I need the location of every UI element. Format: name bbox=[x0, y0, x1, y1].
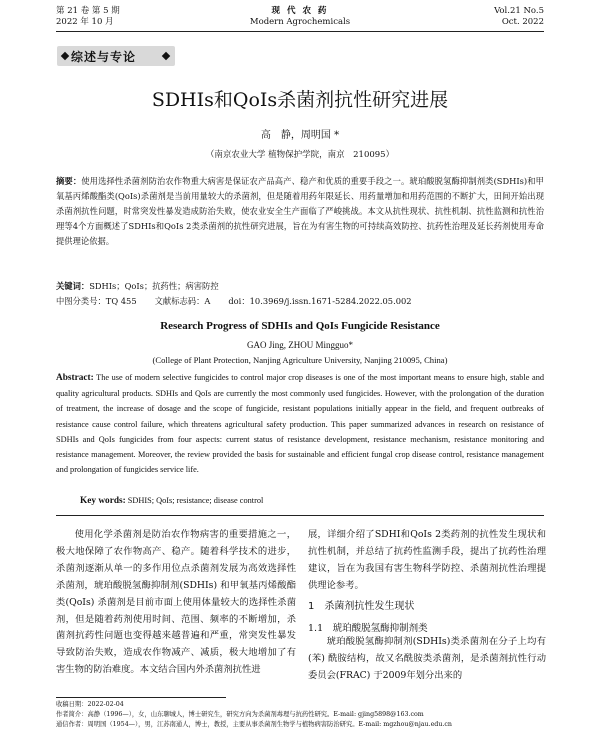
english-keywords-label: Key words: bbox=[80, 496, 126, 506]
classification-line bbox=[56, 294, 544, 309]
journal-name-cn: 现 代 农 药 bbox=[271, 6, 329, 16]
keywords-cn-text: SDHIs；QoIs；抗药性；病害防控 bbox=[89, 281, 219, 291]
diamond-bullet-icon bbox=[61, 52, 69, 60]
journal-name-en: Modern Agrochemicals bbox=[249, 17, 351, 27]
abstract-end-rule bbox=[56, 515, 544, 516]
abstract-cn bbox=[56, 174, 544, 249]
footnote-rule bbox=[56, 697, 226, 698]
document-code: 文献标志码：A bbox=[154, 296, 211, 306]
section-tag bbox=[57, 46, 175, 66]
footnote-corresponding: 通信作者：周明国（1954—），男，江苏南通人，博士，教授，主要从事杀菌剂生物学与植物病害防治研究。E-mail: mgzhou@njau.edu.cn bbox=[56, 721, 452, 728]
diamond-bullet-icon bbox=[162, 52, 170, 60]
footnote-author-info: 作者简介：高静（1996—），女，山东聊城人，博士研究生，研究方向为杀菌剂毒理与抗药性研究。E-mail: gjing5898@163.com bbox=[56, 711, 424, 718]
footnote-received: 收稿日期：2022-02-04 bbox=[56, 701, 124, 708]
paper-title: SDHIs和QoIs杀菌剂抗性研究进展 bbox=[151, 89, 449, 111]
header-right bbox=[494, 6, 544, 28]
english-keywords bbox=[80, 493, 544, 509]
volume-issue-en: Vol.21 No.5 bbox=[494, 6, 544, 16]
section-tag-label: 综述与专论 bbox=[71, 50, 137, 64]
keywords-cn bbox=[56, 279, 544, 294]
issue-date-en: Oct. 2022 bbox=[501, 17, 544, 27]
heading-1: 1 杀菌剂抗性发生现状 bbox=[308, 601, 415, 612]
clc-number: 中图分类号：TQ 455 bbox=[56, 296, 137, 306]
header-rule bbox=[56, 31, 544, 32]
english-abstract-label: Abstract: bbox=[56, 373, 94, 383]
body-right-p1-text: 展，详细介绍了SDHI和QoIs 2类药剂的抗性发生现状和抗性机制，并总结了抗药性监测手段，提出了抗药性治理建议，旨在为我国有害生物科学防控、杀菌剂抗性治理提供理论参考。 bbox=[308, 529, 546, 591]
abstract-cn-label: 摘要： bbox=[56, 176, 82, 186]
english-abstract-text: The use of modern selective fungicides to control major crop diseases is one of the most important means to ensure high, stable and quality agricultural products. SDHIs and QoIs are currently the most commonly used fungicides. However, with the prolongation of the duration of treatment, the increase of dosage and the scope of fungicide, resistant populations initially appear in the field, and frequent outbreaks of resistance cause control failure, which threatens agricultural safety production. This paper summarized advances in research on resistance of SDHIs and QoIs fungicides from four aspects: current status of resistance development, resistance mechanism, resistance monitoring and resistance management. Moreover, the review provided the basis for sustainable and efficient fungal crop disease control, resistance management and prolongation of fungicides service life. bbox=[56, 373, 544, 475]
english-abstract bbox=[56, 370, 544, 477]
volume-issue: 第 21 卷 第 5 期 bbox=[56, 6, 120, 16]
authors-cn: 高 静，周明国 * bbox=[260, 130, 340, 141]
body-right-p1 bbox=[308, 527, 546, 595]
english-affiliation: (College of Plant Protection, Nanjing Agriculture University, Nanjing 210095, China) bbox=[152, 355, 448, 365]
body-right-p2-text: 琥珀酸脱氢酶抑制剂(SDHIs)类杀菌剂在分子上均有(苯) 酰胺结构，故又名酰胺类杀菌剂，是杀菌剂抗性行动委员会(FRAC) 于2009年划分出来的 bbox=[308, 636, 546, 681]
doi: doi：10.3969/j.issn.1671-5284.2022.05.002 bbox=[228, 296, 412, 306]
abstract-cn-text: 使用选择性杀菌剂防治农作物重大病害是保证农产品高产、稳产和优质的重要手段之一。琥珀酸脱氢酶抑制剂类(SDHIs)和甲氧基丙烯酸酯类(QoIs)杀菌剂是当前用量较大的杀菌剂，但是随着用药年限延长、用药量增加和用药范围的不断扩大，田间开始出现杀菌剂抗性问题，时常突发性暴发造成防治失败，使农业安全生产面临了严峻挑战。本文从抗性现状、抗性机制、抗性监测和抗性治理等4个方面概述了SDHIs和QoIs 2类杀菌剂的抗性研究进展，旨在为有害生物的可持续高效防控、抗药性治理及延长药剂使用寿命提供理论依据。 bbox=[56, 176, 544, 246]
english-keywords-text: SDHIS; QoIs; resistance; disease control bbox=[127, 496, 264, 505]
heading-1-1: 1.1 琥珀酸脱氢酶抑制剂类 bbox=[308, 623, 428, 634]
body-left-column bbox=[56, 527, 296, 679]
english-authors: GAO Jing, ZHOU Mingguo* bbox=[246, 340, 353, 350]
keywords-cn-label: 关键词： bbox=[56, 281, 90, 291]
english-title: Research Progress of SDHIs and QoIs Fungicide Resistance bbox=[160, 320, 440, 332]
issue-date: 2022 年 10 月 bbox=[56, 17, 114, 27]
affiliation-cn: （南京农业大学 植物保护学院，南京 210095） bbox=[205, 150, 395, 160]
body-left-text: 使用化学杀菌剂是防治农作物病害的重要措施之一，极大地保障了农作物高产、稳产。随着科学技术的进步，杀菌剂逐渐从单一的多作用位点杀菌剂发展为高效选择性杀菌剂，琥珀酸脱氢酶抑制剂(SDHIs) 和甲氧基丙烯酸酯类(QoIs) 杀菌剂是目前市面上使用体量较大的选择性杀菌剂，但是随着药剂使用时间、范围、频率的不断增加，杀菌剂抗药性问题也变得越来越普遍和严重，常突发性暴发导致防治失败，造成农作物减产、减质，极大地增加了有害生物的防治难度。本文结合国内外杀菌剂抗性进 bbox=[56, 529, 296, 676]
body-right-p2 bbox=[308, 634, 546, 685]
